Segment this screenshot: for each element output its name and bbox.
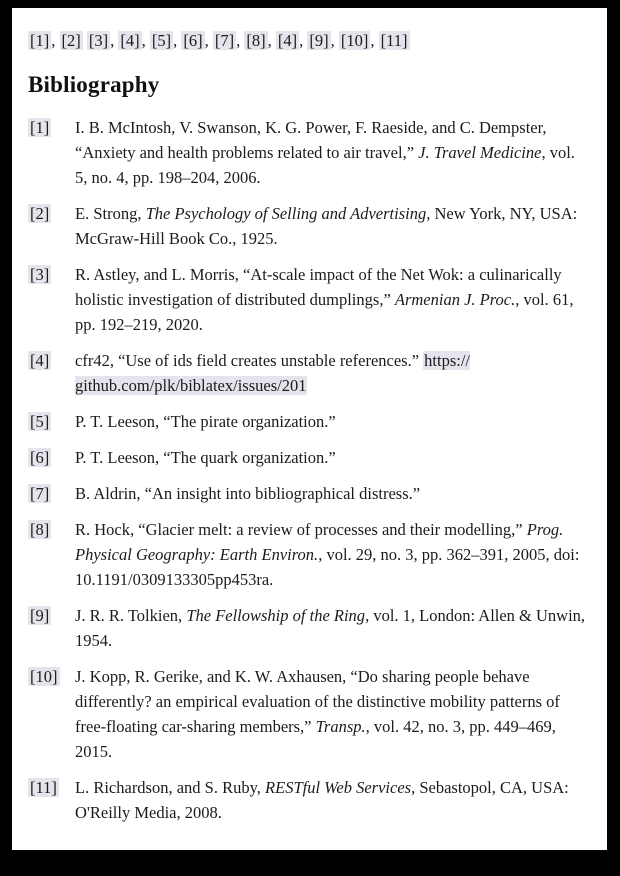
entry-text-segment: P. T. Leeson, “The quark organization.” (75, 448, 336, 467)
entry-text-segment: J. Kopp, R. Gerike, and K. W. Axhausen, “Do sharing people behave differently? an empirical evaluation of the distinctive mobility patterns of free-floating car-sharing members,” (75, 667, 560, 736)
bib-entry-label-cell (28, 115, 75, 140)
bib-entry-number[interactable]: [7] (30, 484, 50, 503)
citation-ref[interactable]: [9] (309, 31, 329, 50)
entry-text-segment: , vol. 42, no. 3, pp. 449–469, 2015. (75, 717, 556, 761)
bib-entry-label-cell (28, 409, 75, 434)
bib-entry (28, 603, 587, 653)
citation-separator: , (204, 31, 213, 50)
bibliography-list (28, 115, 587, 825)
bib-entry-text (75, 348, 587, 398)
bib-entry (28, 348, 587, 398)
bib-entry-text (75, 664, 587, 764)
entry-text-segment: P. T. Leeson, “The pirate organization.” (75, 412, 336, 431)
citation-separator: , (267, 31, 276, 50)
bib-entry-text (75, 775, 587, 825)
bib-entry-number[interactable]: [11] (30, 778, 57, 797)
bib-entry-number[interactable]: [8] (30, 520, 50, 539)
bib-entry (28, 115, 587, 190)
bib-entry-number[interactable]: [4] (30, 351, 50, 370)
bib-entry (28, 517, 587, 592)
italic-title-text: J. Travel Medicine (418, 143, 542, 162)
entry-text-segment: , vol. 1, London: Allen & Unwin, 1954. (75, 606, 586, 650)
entry-text-segment: J. R. R. Tolkien, (75, 606, 187, 625)
bib-entry-text (75, 445, 587, 470)
bib-entry (28, 664, 587, 764)
bib-entry-number[interactable]: [2] (30, 204, 50, 223)
entry-text-segment: , vol. 5, no. 4, pp. 198–204, 2006. (75, 143, 575, 187)
italic-title-text: The Psychology of Selling and Advertising (145, 204, 427, 223)
bib-entry-label-cell (28, 348, 75, 373)
bib-entry (28, 262, 587, 337)
bib-entry-number[interactable]: [1] (30, 118, 50, 137)
bib-entry-number[interactable]: [9] (30, 606, 50, 625)
citation-separator: , (236, 31, 245, 50)
bib-entry-text (75, 409, 587, 434)
citation-ref[interactable]: [10] (340, 31, 369, 50)
bib-entry (28, 775, 587, 825)
entry-text-segment: cfr42, “Use of ids field creates unstable references.” (75, 351, 424, 370)
citation-ref[interactable]: [4] (120, 31, 140, 50)
citation-separator: , (110, 31, 119, 50)
italic-title-text: Armenian J. Proc. (394, 290, 516, 309)
citation-ref[interactable]: [2] (61, 31, 81, 50)
entry-text-segment: , vol. 61, pp. 192–219, 2020. (75, 290, 574, 334)
italic-title-text: RESTful Web Services (265, 778, 412, 797)
bib-entry-text (75, 517, 587, 592)
italic-title-text: Prog. Physical Geography: Earth Environ. (75, 520, 564, 564)
entry-text-segment: , Sebastopol, CA, USA: O'Reilly Media, 2008. (75, 778, 569, 822)
bib-entry-label-cell (28, 445, 75, 470)
citation-ref[interactable]: [6] (183, 31, 203, 50)
bib-entry-label-cell (28, 603, 75, 628)
italic-title-text: The Fellowship of the Ring (186, 606, 366, 625)
citation-separator: , (299, 31, 308, 50)
bib-entry-label-cell (28, 664, 75, 689)
entry-text-segment: I. B. McIntosh, V. Swanson, K. G. Power, F. Raeside, and C. Dempster, “Anxiety and health problems related to air travel,” (75, 118, 547, 162)
citation-line (28, 28, 587, 53)
bib-entry-number[interactable]: [5] (30, 412, 50, 431)
entry-text-segment: E. Strong, (75, 204, 146, 223)
citation-separator: , (51, 31, 60, 50)
entry-text-segment: R. Hock, “Glacier melt: a review of processes and their modelling,” (75, 520, 527, 539)
italic-title-text: Transp. (315, 717, 366, 736)
citation-ref[interactable]: [11] (380, 31, 408, 50)
bibliography-heading: Bibliography (28, 72, 160, 97)
entry-text-segment: , New York, NY, USA: McGraw-Hill Book Co., 1925. (75, 204, 578, 248)
bib-entry-text (75, 603, 587, 653)
citation-separator: , (173, 31, 182, 50)
citation-separator: , (370, 31, 379, 50)
bib-entry-number[interactable]: [10] (30, 667, 58, 686)
bib-entry-text (75, 201, 587, 251)
bib-entry (28, 201, 587, 251)
bib-entry (28, 409, 587, 434)
entry-text-segment: L. Richardson, and S. Ruby, (75, 778, 266, 797)
citation-ref[interactable]: [3] (88, 31, 109, 50)
entry-text-segment: , vol. 29, no. 3, pp. 362–391, 2005, doi: 10.1191/0309133305pp453ra. (75, 545, 580, 589)
bib-entry-number[interactable]: [3] (30, 265, 50, 284)
bib-entry-text (75, 262, 587, 337)
citation-separator: , (330, 31, 339, 50)
citation-ref[interactable]: [8] (246, 31, 266, 50)
entry-text-segment: B. Aldrin, “An insight into bibliographical distress.” (75, 484, 421, 503)
citation-ref[interactable]: [5] (151, 31, 172, 50)
document-page (12, 8, 607, 850)
bib-entry-number[interactable]: [6] (30, 448, 50, 467)
bib-entry-label-cell (28, 775, 75, 800)
bib-entry-text (75, 481, 587, 506)
citation-ref[interactable]: [1] (30, 31, 50, 50)
entry-text-segment: R. Astley, and L. Morris, “At-scale impact of the Net Wok: a culinarically holistic investigation of distributed dumplings,” (75, 265, 562, 309)
bib-entry-label-cell (28, 201, 75, 226)
citation-separator: , (141, 31, 150, 50)
citation-ref[interactable]: [7] (214, 31, 235, 50)
bib-entry-text (75, 115, 587, 190)
bib-entry-label-cell (28, 517, 75, 542)
bib-entry (28, 481, 587, 506)
external-link[interactable]: https://github.com/plk/biblatex/issues/201 (75, 351, 471, 395)
bib-entry-label-cell (28, 481, 75, 506)
bib-entry (28, 445, 587, 470)
citation-ref[interactable]: [4] (277, 31, 298, 50)
bib-entry-label-cell (28, 262, 75, 287)
